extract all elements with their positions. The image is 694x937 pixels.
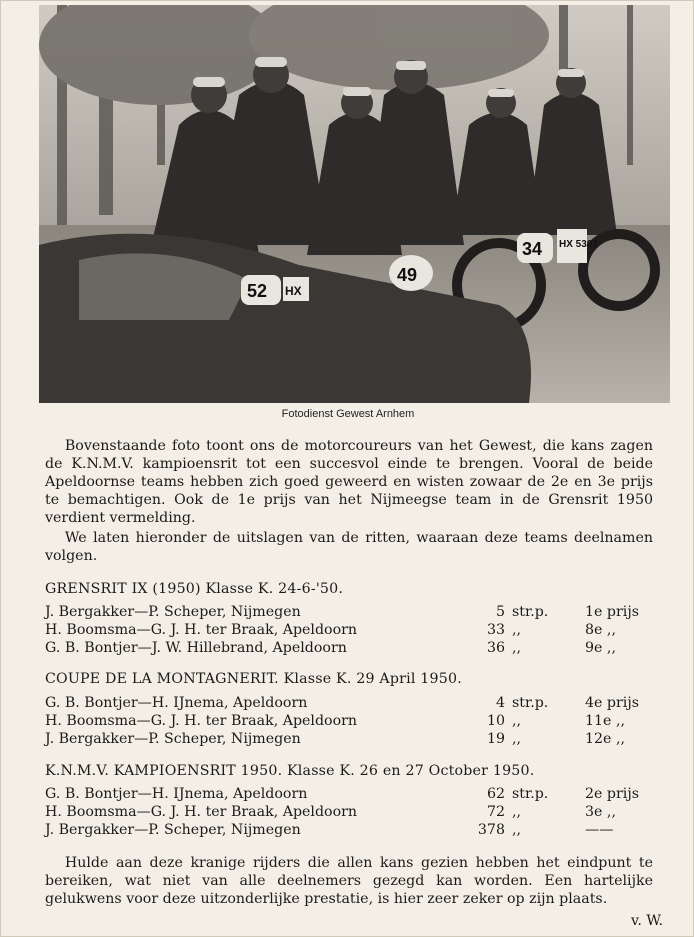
team-names: G. B. Bontjer—H. IJnema, Apeldoorn — [45, 786, 308, 802]
result-row — [45, 640, 645, 658]
result-row — [45, 695, 645, 713]
intro-paragraph-2: We laten hieronder de uitslagen van de ritten, waaraan deze teams deelnamen volgen. — [45, 530, 653, 564]
plate-hx: HX — [285, 284, 302, 298]
results-grensrit — [45, 604, 645, 658]
intro-paragraph-1: Bovenstaande foto toont ons de motorcoureurs van het Gewest, die kans zagen de K.N.M.V. kampioensrit tot een succesvol einde te brengen. Vooral de beide Apeldoornse teams hebben zich goed geweerd en wisten zowaar de 2e en 3e prijs te bemachtigen. Ook de 1e prijs van het Nijmeegse team in de Grensrit 1950 verdient vermelding. — [45, 438, 653, 526]
penalty-score: 36 — [486, 640, 505, 656]
penalty-score: 62 — [486, 786, 505, 802]
score-unit: ,, — [512, 804, 522, 820]
photo-caption: Fotodienst Gewest Arnhem — [281, 408, 415, 420]
result-row — [45, 804, 645, 822]
prize-place: 4e prijs — [585, 695, 640, 711]
score-unit: ,, — [512, 731, 522, 747]
team-names: G. B. Bontjer—H. IJnema, Apeldoorn — [45, 695, 308, 711]
section-title-grensrit: GRENSRIT IX (1950) Klasse K. 24-6-'50. — [45, 581, 344, 597]
results-coupe — [45, 695, 645, 749]
result-row — [45, 731, 645, 749]
team-names: J. Bergakker—P. Scheper, Nijmegen — [45, 731, 301, 747]
prize-place: —— — [585, 822, 614, 838]
result-row — [45, 622, 645, 640]
penalty-score: 19 — [486, 731, 505, 747]
result-row — [45, 713, 645, 731]
score-unit: str.p. — [512, 786, 549, 802]
section-title-coupe: COUPE DE LA MONTAGNERIT. Klasse K. 29 April 1950. — [45, 671, 462, 687]
team-names: J. Bergakker—P. Scheper, Nijmegen — [45, 822, 301, 838]
plate-hx-5302: HX 5302 — [559, 239, 598, 250]
motorcyclists-photo — [39, 5, 670, 403]
prize-place: 9e ,, — [585, 640, 616, 656]
score-unit: ,, — [512, 640, 522, 656]
score-unit: str.p. — [512, 604, 549, 620]
score-unit: ,, — [512, 822, 522, 838]
penalty-score: 378 — [477, 822, 505, 838]
prize-place: 12e ,, — [585, 731, 625, 747]
team-names: H. Boomsma—G. J. H. ter Braak, Apeldoorn — [45, 713, 358, 729]
closing-paragraph: Hulde aan deze kranige rijders die allen kans gezien hebben het eindpunt te bereiken, wat niet van alle deelnemers gezegd kan worden. Een hartelijke gelukwens voor deze uitzonderlijke prestatie, is hier zeer zeker op zijn plaats. — [45, 855, 653, 907]
prize-place: 3e ,, — [585, 804, 616, 820]
results-kampioensrit — [45, 786, 645, 840]
penalty-score: 4 — [495, 695, 505, 711]
result-row — [45, 604, 645, 622]
closing-text — [45, 854, 653, 908]
photo-illustration — [39, 5, 670, 403]
plate-number-52: 52 — [247, 281, 268, 301]
penalty-score: 72 — [486, 804, 505, 820]
plate-number-49: 49 — [397, 265, 418, 285]
team-names: H. Boomsma—G. J. H. ter Braak, Apeldoorn — [45, 804, 358, 820]
penalty-score: 33 — [486, 622, 505, 638]
prize-place: 1e prijs — [585, 604, 640, 620]
section-title-kampioensrit: K.N.M.V. KAMPIOENSRIT 1950. Klasse K. 26 en 27 October 1950. — [45, 763, 535, 779]
penalty-score: 5 — [495, 604, 505, 620]
result-row — [45, 786, 645, 804]
prize-place: 2e prijs — [585, 786, 640, 802]
plate-number-34: 34 — [522, 239, 543, 259]
penalty-score: 10 — [486, 713, 505, 729]
prize-place: 8e ,, — [585, 622, 616, 638]
signature: v. W. — [631, 913, 663, 929]
prize-place: 11e ,, — [585, 713, 625, 729]
team-names: J. Bergakker—P. Scheper, Nijmegen — [45, 604, 301, 620]
team-names: G. B. Bontjer—J. W. Hillebrand, Apeldoorn — [45, 640, 347, 656]
result-row — [45, 822, 645, 840]
score-unit: str.p. — [512, 695, 549, 711]
intro-text — [45, 437, 653, 565]
score-unit: ,, — [512, 713, 522, 729]
score-unit: ,, — [512, 622, 522, 638]
team-names: H. Boomsma—G. J. H. ter Braak, Apeldoorn — [45, 622, 358, 638]
